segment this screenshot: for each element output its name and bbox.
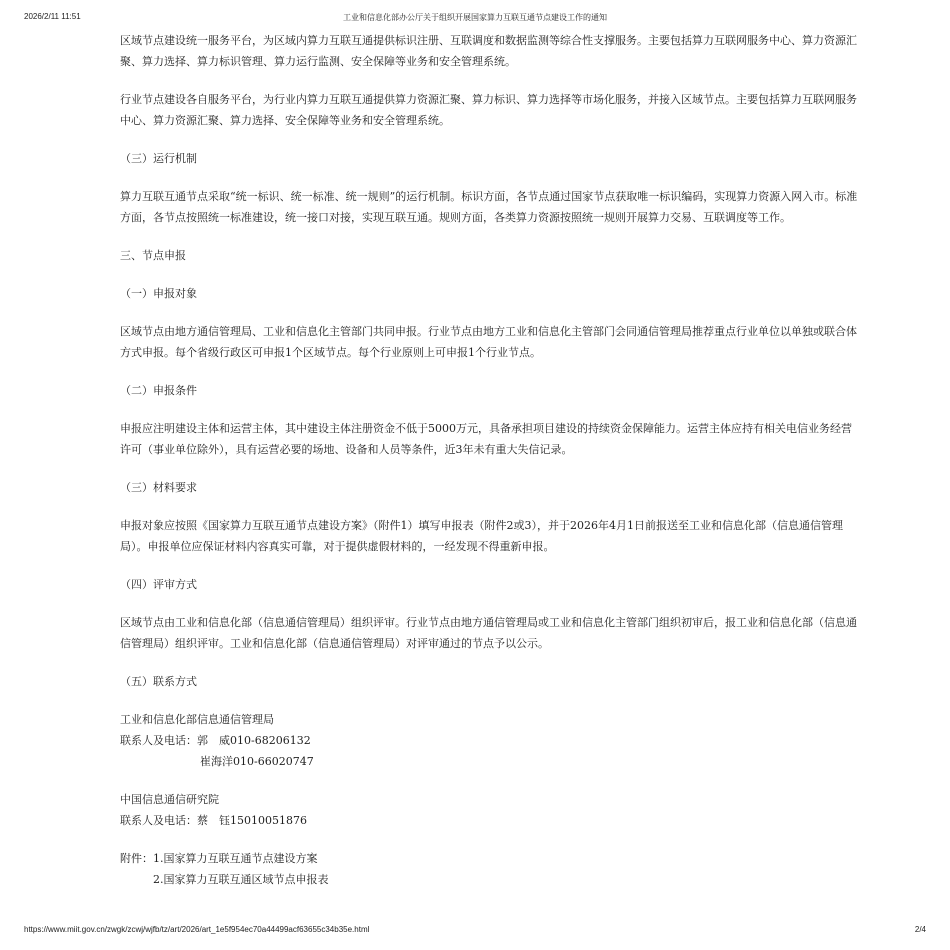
contact-org-caict: 中国信息通信研究院	[120, 793, 219, 806]
paragraph-material-requirements: 申报对象应按照《国家算力互联互通节点建设方案》（附件1）填写申报表（附件2或3），并于2026年4月1日前报送至工业和信息化部（信息通信管理局）。申报单位应保证材料内容真实可靠，对于提供虚假材料的，一经发现不得重新申报。	[120, 519, 843, 553]
contact-person-line: 联系人及电话：蔡 钰15010051876	[120, 814, 307, 827]
heading-material-requirements: （三）材料要求	[120, 481, 197, 494]
print-footer	[0, 925, 950, 939]
paragraph-operation-mechanism: 算力互联互通节点采取“统一标识、统一标准、统一规则”的运行机制。标识方面，各节点通过国家节点获取唯一标识编码，实现算力资源入网入市。标准方面，各节点按照统一标准建设，统一接口对接，实现互联互通。规则方面，各类算力资源按照统一规则开展算力交易、互联调度等工作。	[120, 190, 858, 224]
contact-person-line: 联系人及电话：郭 威010-68206132	[120, 734, 311, 747]
heading-application-target: （一）申报对象	[120, 287, 197, 300]
print-date: 2026/2/11 11:51	[24, 12, 81, 21]
attachment-item: 附件：1.国家算力互联互通节点建设方案	[120, 852, 318, 865]
page-number: 2/4	[914, 925, 926, 934]
print-title: 工业和信息化部办公厅关于组织开展国家算力互联互通节点建设工作的通知	[343, 13, 607, 22]
paragraph-application-conditions: 申报应注明建设主体和运营主体，其中建设主体注册资金不低于5000万元，具备承担项目建设的持续资金保障能力。运营主体应持有相关电信业务经营许可（事业单位除外），具有运营必要的场地、设备和人员等条件，近3年未有重大失信记录。	[120, 422, 852, 456]
paragraph-industry-platform: 行业节点建设各自服务平台，为行业内算力互联互通提供算力资源汇聚、算力标识、算力选择等市场化服务，并接入区域节点。主要包括算力互联网服务中心、算力资源汇聚、算力选择、安全保障等业务和安全管理系统。	[120, 93, 857, 127]
document-body	[120, 30, 860, 890]
heading-node-application: 三、节点申报	[120, 249, 186, 262]
heading-operation-mechanism: （三）运行机制	[120, 152, 197, 165]
contact-person-line: 崔海洋010-66020747	[200, 755, 314, 768]
heading-contact: （五）联系方式	[120, 675, 197, 688]
page-url: https://www.miit.gov.cn/zwgk/zcwj/wjfb/tz/art/2026/art_1e5f954ec70a44499acf63655c34b35e.html	[24, 925, 370, 934]
attachment-item: 2.国家算力互联互通区域节点申报表	[153, 873, 329, 886]
heading-application-conditions: （二）申报条件	[120, 384, 197, 397]
paragraph-review-method: 区域节点由工业和信息化部（信息通信管理局）组织评审。行业节点由地方通信管理局或工业和信息化主管部门组织初审后，报工业和信息化部（信息通信管理局）组织评审。工业和信息化部（信息通信管理局）对评审通过的节点予以公示。	[120, 616, 857, 650]
print-header	[0, 12, 950, 26]
contact-org-miit: 工业和信息化部信息通信管理局	[120, 713, 274, 726]
paragraph-regional-platform: 区域节点建设统一服务平台，为区域内算力互联互通提供标识注册、互联调度和数据监测等综合性支撑服务。主要包括算力互联网服务中心、算力资源汇聚、算力选择、算力标识管理、算力运行监测、安全保障等业务和安全管理系统。	[120, 34, 857, 68]
paragraph-application-target: 区域节点由地方通信管理局、工业和信息化主管部门共同申报。行业节点由地方工业和信息化主管部门会同通信管理局推荐重点行业单位以单独或联合体方式申报。每个省级行政区可申报1个区域节点。每个行业原则上可申报1个行业节点。	[120, 325, 857, 359]
heading-review-method: （四）评审方式	[120, 578, 197, 591]
